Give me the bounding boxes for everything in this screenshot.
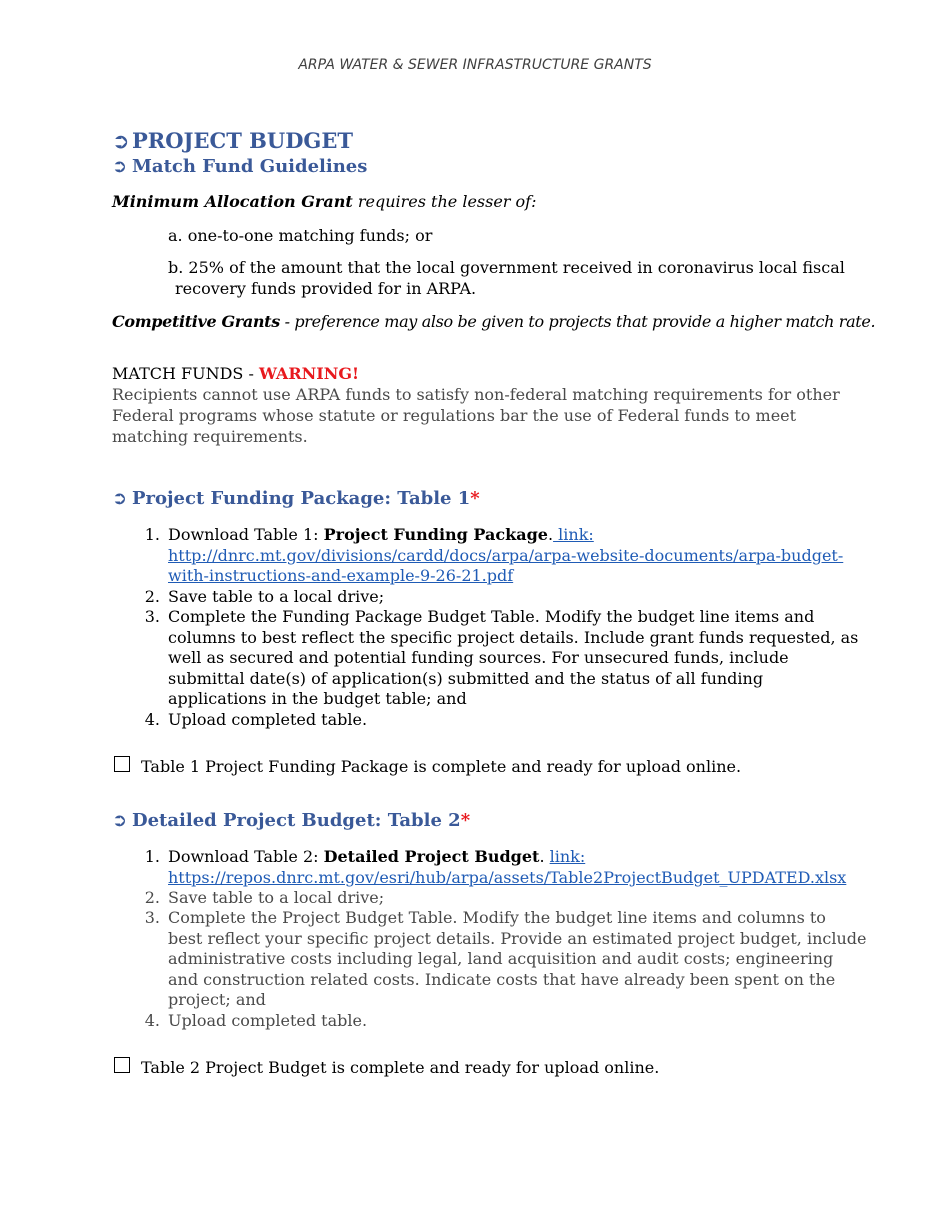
section-title-text: PROJECT BUDGET	[132, 128, 353, 153]
list-number: 1.	[144, 847, 160, 866]
arrow-right-icon: ➲	[112, 156, 128, 177]
min-alloc-label: Minimum Allocation Grant	[112, 192, 353, 211]
arrow-right-icon: ➲	[112, 810, 128, 831]
table1-item-3	[168, 607, 859, 710]
match-guidelines-title: Match Fund Guidelines	[132, 156, 368, 177]
table1-item-2: Save table to a local drive;	[168, 587, 385, 606]
table2-heading	[112, 810, 470, 831]
checkbox-icon[interactable]	[114, 756, 130, 772]
table2-item-4: Upload completed table.	[168, 1011, 368, 1030]
arrow-right-icon: ➲	[112, 129, 130, 153]
match-funds-label: MATCH FUNDS -	[112, 364, 259, 383]
table1-url-line2[interactable]: with-instructions-and-example-9-26-21.pdf	[168, 566, 514, 585]
download-table-name: Project Funding Package	[323, 525, 548, 544]
table2-title: Detailed Project Budget: Table 2	[132, 810, 461, 831]
match-funds-line1: Recipients cannot use ARPA funds to satisfy non-federal matching requirements for other	[112, 385, 840, 404]
list-number: 3.	[144, 607, 160, 626]
text-line: columns to best reflect the specific project details. Include grant funds requested, as	[168, 627, 859, 647]
table1-heading	[112, 488, 480, 509]
download-table-name: Detailed Project Budget	[323, 847, 540, 866]
arrow-right-icon: ➲	[112, 488, 128, 509]
list-number: 4.	[144, 710, 160, 729]
match-funds-line2: Federal programs whose statute or regulations bar the use of Federal funds to meet	[112, 406, 797, 425]
option-a: a. one-to-one matching funds; or	[168, 226, 433, 245]
list-number: 2.	[144, 888, 160, 907]
table1-item-4: Upload completed table.	[168, 710, 368, 729]
table1-item-1	[168, 525, 848, 587]
warning-label: WARNING!	[258, 364, 360, 383]
text-line: well as secured and potential funding sources. For unsecured funds, include	[168, 648, 789, 667]
download-prefix: Download Table 1:	[168, 525, 324, 544]
list-number: 1.	[144, 525, 160, 544]
table2-checkbox-label: Table 2 Project Budget is complete and ready for upload online.	[141, 1058, 660, 1077]
table2-item-1	[168, 847, 848, 888]
competitive-label: Competitive Grants	[112, 312, 280, 331]
table2-item-2: Save table to a local drive;	[168, 888, 385, 907]
table2-link-label[interactable]: link:	[549, 847, 586, 866]
text-line: Complete the Project Budget Table. Modify the budget line items and columns to	[168, 908, 826, 927]
match-guidelines-heading	[112, 156, 367, 177]
text-line: Complete the Funding Package Budget Table. Modify the budget line items and	[168, 607, 815, 626]
option-b-line1: b. 25% of the amount that the local government received in coronavirus local fiscal	[168, 258, 845, 277]
table1-title: Project Funding Package: Table 1	[132, 488, 471, 509]
text-line: and construction related costs. Indicate costs that have already been spent on the	[168, 969, 836, 989]
competitive-paragraph	[112, 312, 875, 333]
checkbox-icon[interactable]	[114, 1057, 130, 1073]
min-alloc-paragraph	[112, 192, 536, 213]
table1-link-label[interactable]: link:	[553, 525, 594, 544]
competitive-text: - preference may also be given to projects that provide a higher match rate.	[279, 312, 876, 331]
list-number: 3.	[144, 908, 160, 927]
text-line: project; and	[168, 990, 266, 1009]
download-prefix: Download Table 2:	[168, 847, 324, 866]
table2-item-3	[168, 908, 867, 1011]
required-asterisk: *	[460, 810, 471, 831]
required-asterisk: *	[470, 488, 480, 509]
section-title	[112, 128, 353, 153]
match-funds-heading	[112, 364, 359, 385]
table1-checkbox-label: Table 1 Project Funding Package is complete and ready for upload online.	[141, 757, 742, 776]
download-suffix: .	[539, 847, 550, 866]
list-number: 2.	[144, 587, 160, 606]
text-line: submittal date(s) of application(s) submitted and the status of all funding	[168, 668, 764, 688]
table1-url-line1[interactable]: http://dnrc.mt.gov/divisions/cardd/docs/arpa/arpa-website-documents/arpa-budget-	[168, 545, 844, 565]
match-funds-line3: matching requirements.	[112, 427, 308, 446]
text-line: applications in the budget table; and	[168, 689, 467, 708]
text-line: administrative costs including legal, land acquisition and audit costs; engineering	[168, 949, 834, 968]
min-alloc-text: requires the lesser of:	[352, 192, 537, 211]
download-suffix: .	[547, 525, 554, 544]
option-b-line2: recovery funds provided for in ARPA.	[175, 279, 477, 298]
text-line: best reflect your specific project details. Provide an estimated project budget, include	[168, 928, 867, 948]
running-header: ARPA WATER & SEWER INFRASTRUCTURE GRANTS	[298, 57, 652, 73]
table2-url-line1[interactable]: https://repos.dnrc.mt.gov/esri/hub/arpa/assets/Table2ProjectBudget_UPDATED.xlsx	[168, 867, 847, 887]
list-number: 4.	[144, 1011, 160, 1030]
